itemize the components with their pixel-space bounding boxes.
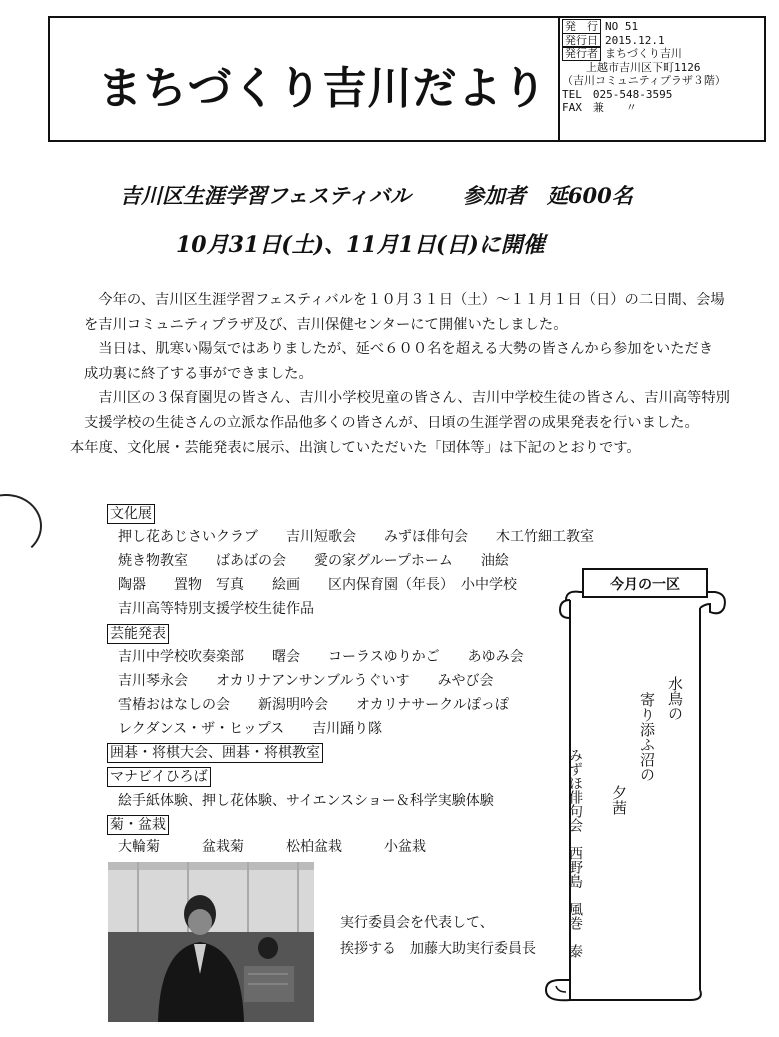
geino-row-4: レクダンス・ザ・ヒップス 吉川踊り隊	[118, 721, 383, 737]
headline-dates: 10月31日(土)、11月1日(日)に開催	[176, 232, 545, 258]
haiku-line-1: 水鳥の	[666, 676, 684, 721]
paragraph-4: 本年度、文化展・芸能発表に展示、出演していただいた「団体等」は下記のとおりです。	[70, 439, 641, 456]
bunka-row-3: 陶器 置物 写真 絵画 区内保育園（年長） 小中学校	[118, 577, 517, 593]
section-heading-kiku: 菊・盆栽	[107, 815, 169, 835]
bunka-row-2: 焼き物教室 ばあばの会 愛の家グループホーム 油絵	[118, 553, 509, 569]
issue-value: NO 51	[605, 20, 639, 33]
publisher-label: 発行者	[562, 46, 601, 61]
kiku-row: 大輪菊 盆栽菊 松柏盆栽 小盆栽	[118, 839, 426, 855]
masthead-divider	[558, 16, 560, 142]
geino-row-1: 吉川中学校吹奏楽部 曙会 コーラスゆりかご あゆみ会	[118, 649, 524, 665]
article-body	[70, 288, 734, 460]
participant-count: 参加者 延600名	[462, 183, 633, 208]
publisher-value: まちづくり吉川	[605, 47, 682, 60]
bunka-row-1: 押し花あじさいクラブ 吉川短歌会 みずほ俳句会 木工竹細工教室	[118, 529, 594, 545]
photo-image-icon	[108, 862, 314, 1022]
event-name: 吉川区生涯学習フェスティバル	[120, 183, 411, 208]
address-building: （吉川コミュニティプラザ３階）	[562, 74, 726, 87]
haiku-line-3: 夕茜	[610, 785, 628, 815]
bunka-row-4: 吉川高等特別支援学校生徒作品	[118, 601, 314, 617]
section-heading-geino: 芸能発表	[107, 624, 169, 644]
margin-punch-arc	[0, 494, 42, 558]
telephone: TEL 025-548-3595	[562, 87, 673, 101]
fax: FAX 兼 〃	[562, 101, 637, 114]
date-value: 2015.12.1	[605, 33, 665, 47]
photo-caption-2: 挨拶する 加藤大助実行委員長	[340, 941, 536, 957]
paragraph-2: 当日は、肌寒い陽気ではありましたが、延べ６００名を超える大勢の皆さんから参加をいただき 成功裏に終了する事ができました。	[84, 341, 728, 382]
paragraph-1: 今年の、吉川区生涯学習フェスティバルを１０月３１日（土）～１１月１日（日）の二日間、会場を吉川コミュニティプラザ及び、吉川保健センターにて開催いたしました。	[84, 292, 725, 333]
address: 上越市吉川区下町1126	[586, 60, 701, 74]
photo-caption-1: 実行委員会を代表して、	[340, 915, 494, 931]
date-label: 発行日	[562, 33, 601, 48]
publication-info	[562, 20, 762, 115]
section-heading-igo: 囲碁・将棋大会、囲碁・将棋教室	[107, 743, 323, 763]
geino-row-2: 吉川琴永会 オカリナアンサンブルうぐいす みやび会	[118, 673, 494, 689]
haiku-label: 今月の一区	[582, 568, 708, 598]
newsletter-title: まちづくり吉川だより	[98, 63, 548, 114]
geino-row-3: 雪椿おはなしの会 新潟明吟会 オカリナサークルぽっぽ	[118, 697, 509, 713]
section-heading-manabi: マナビイひろば	[107, 767, 211, 787]
manabi-row: 絵手紙体験、押し花体験、サイエンスショー＆科学実験体験	[118, 793, 494, 809]
chairman-photo	[108, 862, 314, 1022]
headline-event	[120, 180, 633, 210]
haiku-author: みずほ俳句会 西野島 風巻 泰	[567, 748, 583, 958]
issue-label: 発 行	[562, 19, 601, 34]
haiku-line-2: 寄り添ふ沼の	[638, 692, 656, 782]
paragraph-3: 吉川区の３保育園児の皆さん、吉川小学校児童の皆さん、吉川中学校生徒の皆さん、吉川高等特別支援学校の生徒さんの立派な作品他多くの皆さんが、日頃の生涯学習の成果発表を行いました。	[84, 390, 730, 431]
section-heading-bunka: 文化展	[107, 504, 155, 524]
